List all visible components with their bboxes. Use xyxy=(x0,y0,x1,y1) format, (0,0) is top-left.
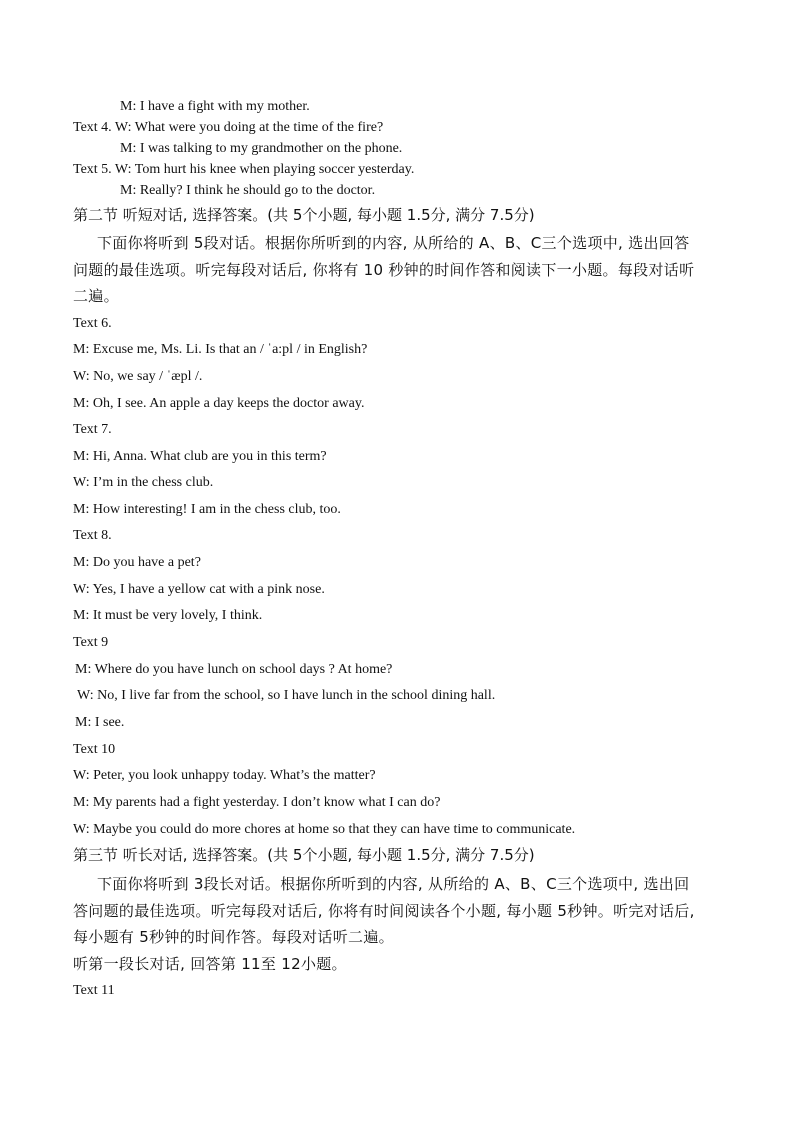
section-heading: 第三节 听长对话, 选择答案。(共 5个小题, 每小题 1.5分, 满分 7.5分) xyxy=(73,846,535,864)
dialogue-line: W: I’m in the chess club. xyxy=(73,475,214,490)
sub-instruction: 听第一段长对话, 回答第 11至 12小题。 xyxy=(73,955,347,973)
text-label: Text 7. xyxy=(73,422,112,437)
dialogue-line: Text 5. W: Tom hurt his knee when playing soccer yesterday. xyxy=(73,162,415,177)
instruction-line: 答问题的最佳选项。听完每段对话后, 你将有时间阅读各个小题, 每小题 5秒钟。听完对话后, xyxy=(73,902,695,920)
dialogue-line: M: Hi, Anna. What club are you in this term? xyxy=(73,449,327,464)
dialogue-line: M: Do you have a pet? xyxy=(73,555,201,570)
dialogue-line: M: How interesting! I am in the chess club, too. xyxy=(73,502,341,517)
dialogue-line: W: Maybe you could do more chores at home so that they can have time to communicate. xyxy=(73,822,576,837)
text-label: Text 10 xyxy=(73,742,116,757)
dialogue-line: W: Peter, you look unhappy today. What’s the matter? xyxy=(73,768,376,783)
dialogue-line: W: No, we say / ˈæpl /. xyxy=(73,369,203,384)
dialogue-line: W: No, I live far from the school, so I have lunch in the school dining hall. xyxy=(77,688,496,703)
section-heading: 第二节 听短对话, 选择答案。(共 5个小题, 每小题 1.5分, 满分 7.5分) xyxy=(73,206,535,224)
dialogue-line: M: Excuse me, Ms. Li. Is that an / ˈa:pl / in English? xyxy=(73,342,368,357)
text-label: Text 11 xyxy=(73,983,115,998)
dialogue-line: M: I see. xyxy=(75,715,125,730)
instruction-line: 二遍。 xyxy=(73,287,119,305)
dialogue-line: M: Oh, I see. An apple a day keeps the doctor away. xyxy=(73,396,365,411)
instruction-line: 问题的最佳选项。听完每段对话后, 你将有 10 秒钟的时间作答和阅读下一小题。每段对话听 xyxy=(73,261,695,279)
dialogue-line: W: Yes, I have a yellow cat with a pink nose. xyxy=(73,582,325,597)
text-label: Text 6. xyxy=(73,316,112,331)
text-label: Text 8. xyxy=(73,528,112,543)
dialogue-line: M: I have a fight with my mother. xyxy=(120,99,310,114)
dialogue-line: M: My parents had a fight yesterday. I don’t know what I can do? xyxy=(73,795,441,810)
dialogue-line: Text 4. W: What were you doing at the time of the fire? xyxy=(73,120,384,135)
instruction-line: 下面你将听到 3段长对话。根据你所听到的内容, 从所给的 A、B、C三个选项中, 选出回 xyxy=(97,875,690,893)
dialogue-line: M: Really? I think he should go to the doctor. xyxy=(120,183,376,198)
dialogue-line: M: I was talking to my grandmother on the phone. xyxy=(120,141,403,156)
instruction-line: 每小题有 5秒钟的时间作答。每段对话听二遍。 xyxy=(73,928,394,946)
text-label: Text 9 xyxy=(73,635,109,650)
dialogue-line: M: It must be very lovely, I think. xyxy=(73,608,263,623)
instruction-line: 下面你将听到 5段对话。根据你所听到的内容, 从所给的 A、B、C三个选项中, 选出回答 xyxy=(97,234,690,252)
dialogue-line: M: Where do you have lunch on school days ? At home? xyxy=(75,662,393,677)
